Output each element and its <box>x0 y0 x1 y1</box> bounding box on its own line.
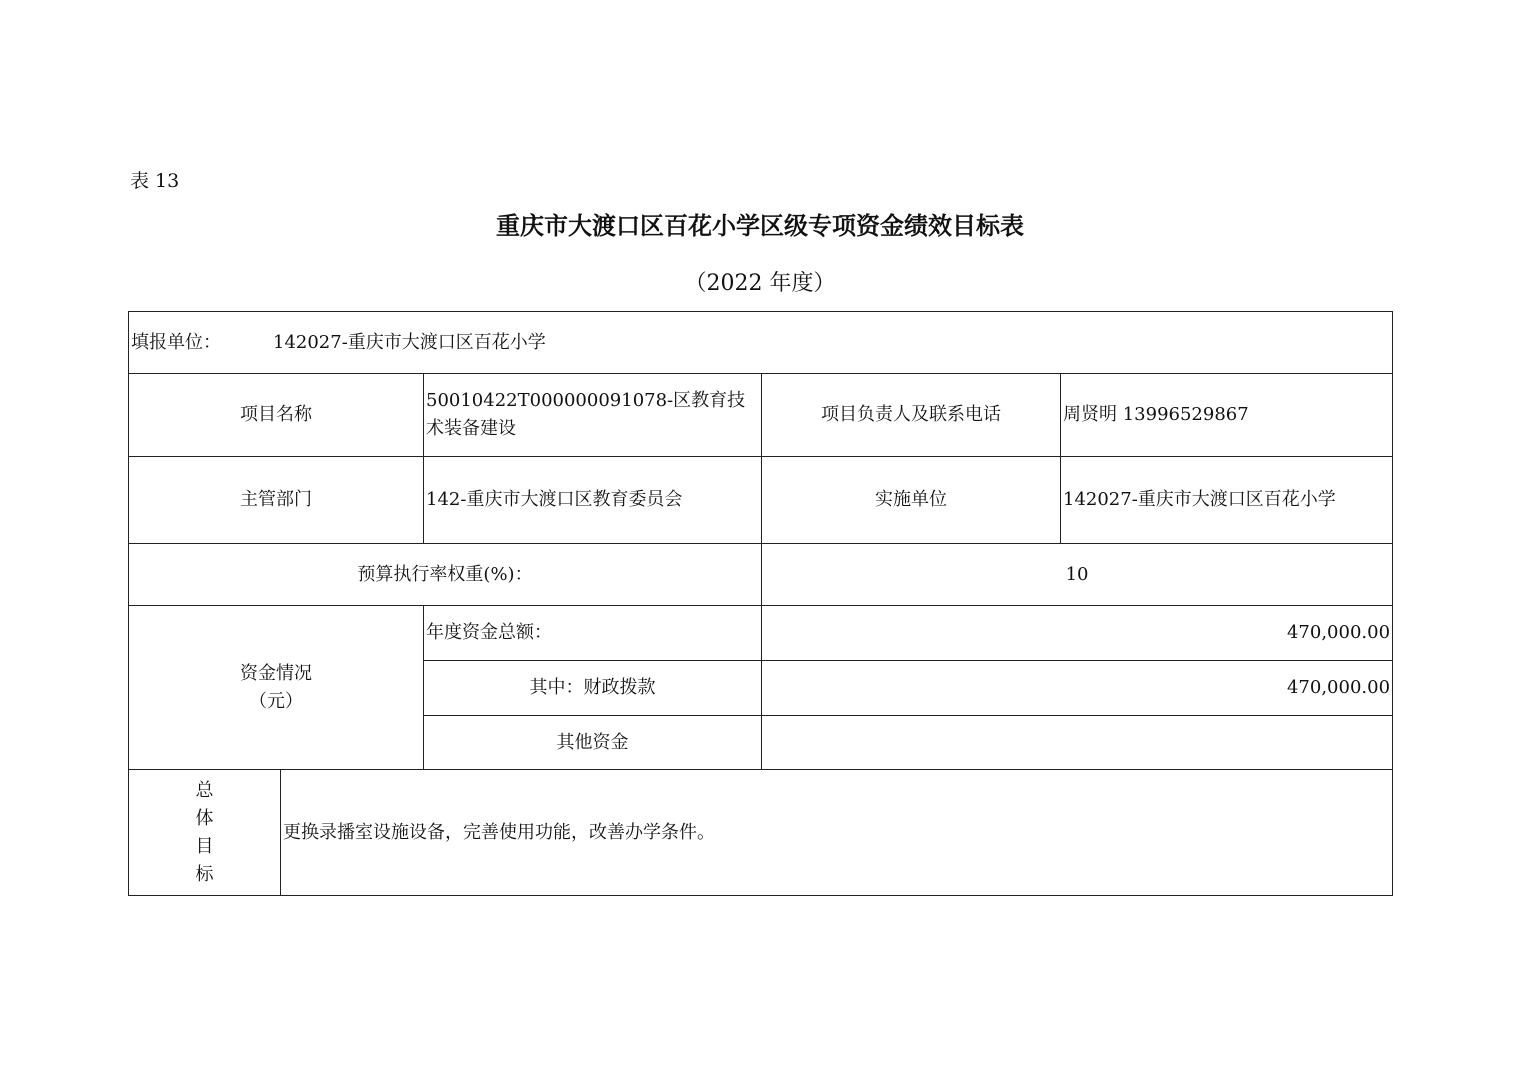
funds-label-line1: 资金情况 <box>240 662 312 684</box>
overall-goal-row <box>129 770 1393 896</box>
implementing-unit-value: 142027-重庆市大渡口区百花小学 <box>1061 457 1393 544</box>
project-name-label: 项目名称 <box>129 374 424 457</box>
filing-unit-row <box>129 312 1393 374</box>
funds-other-label: 其他资金 <box>424 716 762 770</box>
funds-label-line2: （元） <box>249 690 303 712</box>
funds-other-value <box>762 716 1393 770</box>
filing-unit-label: 填报单位： <box>131 331 221 353</box>
department-value: 142-重庆市大渡口区教育委员会 <box>424 457 762 544</box>
overall-goal-label-char: 标 <box>195 863 214 885</box>
project-owner-label: 项目负责人及联系电话 <box>762 374 1061 457</box>
overall-goal-label-char: 体 <box>195 807 214 829</box>
budget-weight-label: 预算执行率权重(%)： <box>129 544 762 606</box>
funds-total-value: 470,000.00 <box>762 606 1393 661</box>
filing-unit-cell <box>129 312 1393 374</box>
funds-fiscal-value: 470,000.00 <box>762 661 1393 716</box>
filing-unit-value: 142027-重庆市大渡口区百花小学 <box>273 331 546 353</box>
funds-label <box>129 606 424 770</box>
project-owner-value: 周贤明 13996529867 <box>1061 374 1393 457</box>
page-title: 重庆市大渡口区百花小学区级专项资金绩效目标表 <box>496 211 1024 240</box>
department-row <box>129 457 1393 544</box>
page-subtitle-year: （2022 年度） <box>684 271 836 296</box>
funds-total-row <box>129 606 1393 661</box>
budget-weight-value: 10 <box>762 544 1393 606</box>
funds-fiscal-label: 其中：财政拨款 <box>424 661 762 716</box>
budget-weight-row <box>129 544 1393 606</box>
performance-goal-table <box>128 311 1393 896</box>
overall-goal-label <box>129 770 281 896</box>
project-name-value: 50010422T000000091078-区教育技术装备建设 <box>424 374 762 457</box>
overall-goal-label-char: 目 <box>195 835 214 857</box>
overall-goal-label-char: 总 <box>195 779 214 801</box>
overall-goal-value: 更换录播室设施设备，完善使用功能，改善办学条件。 <box>281 770 1393 896</box>
implementing-unit-label: 实施单位 <box>762 457 1061 544</box>
table-number: 表 13 <box>130 170 180 192</box>
department-label: 主管部门 <box>129 457 424 544</box>
project-row <box>129 374 1393 457</box>
funds-total-label: 年度资金总额： <box>424 606 762 661</box>
